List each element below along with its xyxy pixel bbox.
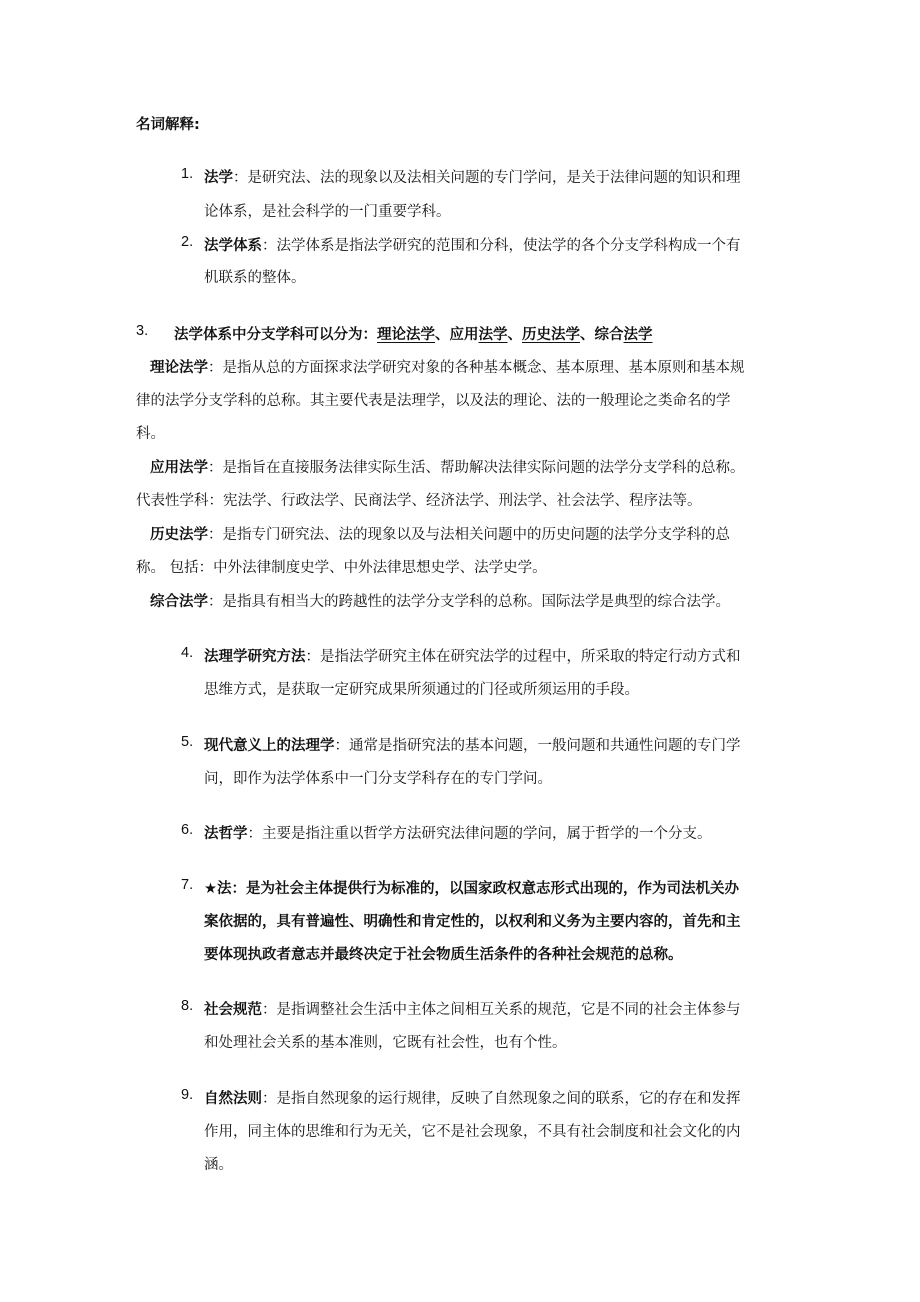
- branch-connector: 、综合: [580, 327, 624, 343]
- item-number: 5.: [181, 734, 194, 750]
- item-number: 8.: [181, 998, 194, 1014]
- item-number: 3.: [136, 323, 149, 339]
- term: 应用法学: [150, 460, 208, 476]
- term-separator: ：: [233, 170, 248, 186]
- definition-line-1: 通常是指研究法的基本问题，一般问题和共通性问题的专门学: [349, 738, 741, 754]
- definition-line-2: 代表性学科：宪法学、行政法学、民商法学、经济法学、刑法学、社会法学、程序法等。: [136, 493, 702, 509]
- term: 法学体系: [204, 238, 262, 254]
- branch-connector: 、: [507, 327, 522, 343]
- definition-line-1: 是指旨在直接服务法律实际生活、帮助解决法律实际问题的法学分支学科的总称。: [222, 460, 745, 476]
- definition-line-2: 律的法学分支学科的总称。其主要代表是法理学，以及法的理论、法的一般理论之类命名的学: [136, 393, 731, 409]
- term: 理论法学: [150, 360, 208, 376]
- term: 自然法则: [204, 1091, 262, 1107]
- item-number: 2.: [181, 234, 194, 250]
- branch-connector: 、应用: [435, 327, 479, 343]
- term: 法理学研究方法: [204, 649, 306, 665]
- branch-name: 法学: [478, 327, 508, 343]
- definition-line-3: 要体现执政者意志并最终决定于社会物质生活条件的各种社会规范的总称。: [204, 947, 683, 963]
- term-separator: ：: [208, 360, 223, 376]
- definition-line-2: 案依据的，具有普遍性、明确性和肯定性的，以权利和义务为主要内容的，首先和主: [204, 914, 741, 930]
- branch-name: 历史法学: [522, 327, 580, 343]
- term-separator: ：: [262, 1091, 277, 1107]
- definition-line-3: 科。: [136, 426, 165, 442]
- definition-line-1: 是指调整社会生活中主体之间相互关系的规范，它是不同的社会主体参与: [276, 1002, 741, 1018]
- item-number: 6.: [181, 822, 194, 838]
- definition-line-2: 机联系的整体。: [204, 270, 306, 286]
- definition-line-1: 是指专门研究法、法的现象以及与法相关问题中的历史问题的法学分支学科的总: [222, 527, 730, 543]
- definition-line-2: 称。 包括：中外法律制度史学、中外法律思想史学、法学史学。: [136, 560, 547, 576]
- term: 现代意义上的法理学: [204, 738, 335, 754]
- term: 历史法学: [150, 527, 208, 543]
- term-separator: ：: [262, 1002, 277, 1018]
- definition-line-1: 是研究法、法的现象以及法相关问题的专门学问，是关于法律问题的知识和理: [247, 170, 741, 186]
- term: 法学: [204, 170, 233, 186]
- definition-line-2: 论体系，是社会科学的一门重要学科。: [204, 204, 451, 220]
- section-heading: 名词解释:: [136, 117, 200, 133]
- term-separator: ：: [208, 527, 223, 543]
- definition-line-2: 问，即作为法学体系中一门分支学科存在的专门学问。: [204, 771, 552, 787]
- definition-line-1: ★法：是为社会主体提供行为标准的，以国家政权意志形式出现的，作为司法机关办: [204, 881, 739, 897]
- branch-name: 法学: [623, 327, 653, 343]
- definition-line-3: 涵。: [204, 1157, 233, 1173]
- term-separator: ：: [208, 594, 223, 610]
- item-number: 4.: [181, 645, 194, 661]
- term-separator: ：: [305, 649, 320, 665]
- definition-line-1: 是指具有相当大的跨越性的法学分支学科的总称。国际法学是典型的综合法学。: [222, 594, 730, 610]
- item-number: 9.: [181, 1087, 194, 1103]
- term-separator: ：: [208, 460, 223, 476]
- item-number: 1.: [181, 166, 194, 182]
- definition-line-1: 是指法学研究主体在研究法学的过程中，所采取的特定行动方式和: [320, 649, 741, 665]
- branch-name: 理论法学: [377, 327, 435, 343]
- definition-line-1: 是指自然现象的运行规律，反映了自然现象之间的联系，它的存在和发挥: [276, 1091, 741, 1107]
- term-separator: ：: [247, 826, 262, 842]
- term-separator: ：: [334, 738, 349, 754]
- term: 综合法学: [150, 594, 208, 610]
- term-separator: ：: [262, 238, 277, 254]
- branches-title-prefix: 法学体系中分支学科可以分为：: [174, 327, 377, 343]
- definition-line-2: 和处理社会关系的基本准则，它既有社会性，也有个性。: [204, 1035, 567, 1051]
- definition-line-1: 主要是指注重以哲学方法研究法律问题的学问，属于哲学的一个分支。: [262, 826, 712, 842]
- term: 社会规范: [204, 1002, 262, 1018]
- branches-title: [174, 323, 653, 344]
- term: 法哲学: [204, 826, 248, 842]
- definition-line-1: 法学体系是指法学研究的范围和分科，使法学的各个分支学科构成一个有: [276, 238, 741, 254]
- item-number: 7.: [181, 877, 194, 893]
- definition-line-1: 是指从总的方面探求法学研究对象的各种基本概念、基本原理、基本原则和基本规: [222, 360, 745, 376]
- definition-line-2: 思维方式，是获取一定研究成果所须通过的门径或所须运用的手段。: [204, 682, 639, 698]
- definition-line-2: 作用，同主体的思维和行为无关，它不是社会现象，不具有社会制度和社会文化的内: [204, 1124, 741, 1140]
